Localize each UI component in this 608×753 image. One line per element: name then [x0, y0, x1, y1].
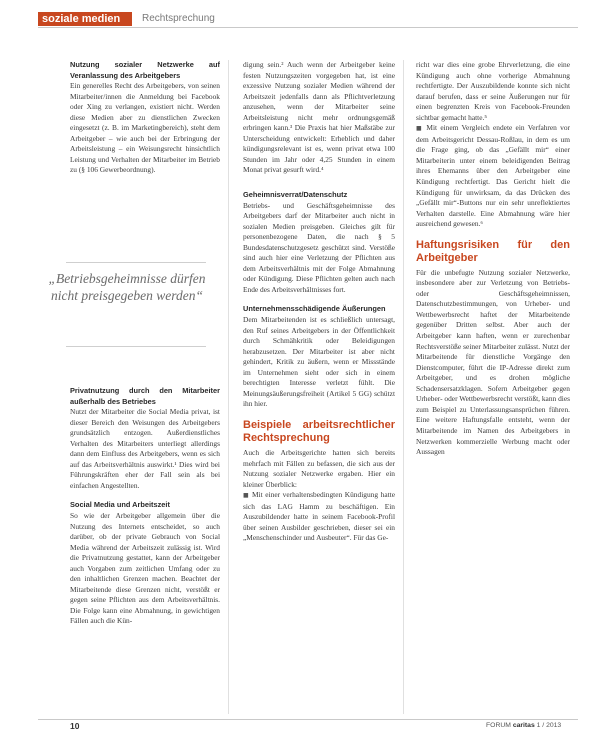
paragraph: richt war dies eine grobe Ehrverletzung, die eine Kündigung auch ohne vorherige Abmahnung rechtfertigte. Der Auszubildende konnte sich nicht darauf berufen, dass er seine Äußerungen nur für einen begrenzten Kreis von Facebook-Freunden sichtbar gemacht hatte.⁵	[416, 60, 570, 122]
magazine-prefix: FORUM	[486, 722, 511, 729]
page-number: 10	[70, 721, 80, 731]
issue-number: 1 / 2013	[536, 722, 562, 729]
footer-rule	[38, 719, 578, 720]
column-divider	[228, 60, 229, 714]
bullet-icon: ■	[416, 125, 424, 133]
magazine-name: caritas	[512, 722, 535, 729]
paragraph: Auch die Arbeitsgerichte hatten sich bereits mehrfach mit Fällen zu befassen, die sich aus der Nutzung sozialer Netzwerke ergaben. Hier ein kleiner Überblick:	[243, 447, 395, 489]
column-1	[70, 60, 220, 176]
bullet-text: Mit einem Vergleich endete ein Verfahren vor dem Arbeitsgericht Dessau-Roßlau, in dem es um die Frage ging, ob das „Gefällt mir“ einer Mitarbeiterin unter einem beleidigenden Beitrag ihres Ehemanns über den Arbeitgeber eine Kündigung rechtfertigt. Das Gericht hielt die Kündigung für unwirksam, da das Drücken des „Gefällt mir“-Buttons nur ein sehr unreflektiertes Verhalten darstelle. Eine Abmahnung wäre hier ausreichend gewesen.⁶	[416, 123, 570, 229]
heading-rechtsprechung: Beispiele arbeitsrechtlicher Rechtsprechung	[243, 418, 395, 444]
quote-rule-top	[66, 262, 206, 263]
section-subtitle: Rechtsprechung	[142, 13, 215, 24]
paragraph: digung sein.² Auch wenn der Arbeitgeber keine festen Nutzungszeiten vorgegeben hat, ist eine exzessive Nutzung sozialer Medien während der Arbeitszeit jedenfalls dann als Pflichtverletzung anzusehen, wenn der Mitarbeiter seine Arbeitsleistung nicht mehr ordnungsgemäß erbringen kann.³ Die Praxis hat hier Maßstäbe zur Unterscheidung entwickelt: Erheblich und daher kündigungsrelevant ist es, wenn privat etwa 100 Stunden im Jahr oder 4,25 Stunden in einem Monat privat gesurft wird.⁴	[243, 60, 395, 175]
quote-rule-bottom	[66, 346, 206, 347]
bullet-icon: ■	[243, 492, 250, 500]
paragraph: So wie der Arbeitgeber allgemein über die Nutzung des Internets entscheidet, so auch darüber, ob der private Gebrauch von Social Media während der Arbeitszeit zulässig ist. Wird die Privatnutzung gestattet, kann der Arbeitgeber auch Vorgaben zum zeitlichen Umfang oder zu den inhaltlichen Grenzen machen. Beachtet der Mitarbeitende diese Grenzen nicht, verstößt er gegen seine Pflichten aus dem Arbeitsverhältnis. Die Folge kann eine Abmahnung, in gewichtigen Fällen auch die Kün-	[70, 511, 220, 626]
magazine-credit	[486, 722, 561, 729]
heading-aeusserungen: Unternehmensschädigende Äußerungen	[243, 304, 386, 314]
bullet-text: Mit einer verhaltensbedingten Kündigung hatte sich das LAG Hamm zu beschäftigen. Ein Auszubildender hatte in seinem Facebook-Profil über seinen Ausbilder geschrieben, dieser sei ein „Menschenschinder und Ausbeuter“. Für das Ge-	[243, 490, 395, 543]
column-2	[243, 60, 395, 544]
paragraph: Dem Mitarbeitenden ist es schließlich untersagt, den Ruf seines Arbeitgebers in der Öffentlichkeit durch Schmähkritik oder Beleidigungen herabzusetzen. Der Mitarbeiter ist aber nicht gehindert, Kritik zu äußern, wenn er Missstände im Unternehmen sieht oder sich in einem berechtigten Interesse verletzt fühlt. Die Meinungsäußerungsfreiheit (Artikel 5 GG) schützt ihn hier.	[243, 315, 395, 409]
column-divider	[403, 60, 404, 714]
column-1-lower	[70, 386, 220, 627]
section-tag: soziale medien	[38, 12, 132, 26]
paragraph-bulleted	[243, 490, 395, 544]
paragraph-bulleted	[416, 123, 570, 229]
pull-quote: „Betriebsgeheimnisse dürfen nicht preisgegeben werden“	[48, 271, 206, 303]
paragraph: Ein generelles Recht des Arbeitgebers, von seinen Mitarbeiter/innen die Anmeldung bei Facebook oder Xing zu verlangen, existiert nicht. Werden diese Medien aber zu dienstlichen Zwecken eingesetzt (z. B. im Marketingbereich), steht dem Arbeitgeber – wie auch bei der Erbringung der Arbeitsleistung – ein Weisungsrecht hinsichtlich Leistung und Verhalten der Mitarbeiter im Betrieb zu (§ 106 Gewerbeordnung).	[70, 81, 220, 175]
heading-geheimnisverrat: Geheimnisverrat/Datenschutz	[243, 190, 348, 200]
heading-privatnutzung: Privatnutzung durch den Mitarbeiter außerhalb des Betriebes	[70, 386, 220, 406]
paragraph: Für die unbefugte Nutzung sozialer Netzwerke, insbesondere aber zur Verletzung von Betriebs- oder Geschäftsgeheimnissen, Datenschutzbestimmungen, von Urheber- und Wettbewerbsrecht haftet der Mitarbeitende gegenüber Dritten selbst. Aber auch der Arbeitgeber kann haften, wenn er zurechenbar Rechtsverstöße seiner Mitarbeiter zulässt. Nutzt der Mitarbeitende für dienstliche Vorgänge den Dienstcomputer, führt die IP-Adresse direkt zum Arbeitgeber, und es drohen mögliche Schadensersatzklagen. Sofern Arbeitgeber gegen Urheber- oder Wettbewerbsrecht verstößt, kann dies zum Beispiel zu Unterlassungsansprüchen führen. Eine weitere Haftungsfalle entsteht, wenn der Mitarbeitende im Namen des Arbeitgebers in Netzwerken kommerzielle Werbung macht oder Aussagen	[416, 267, 570, 457]
column-3	[416, 60, 570, 458]
header-rule	[38, 27, 578, 28]
heading-arbeitszeit: Social Media und Arbeitszeit	[70, 500, 170, 510]
heading-haftungsrisiken: Haftungsrisiken für den Arbeitgeber	[416, 238, 570, 264]
paragraph: Betriebs- und Geschäftsgeheimnisse des Arbeitgebers darf der Mitarbeiter auch nicht in sozialen Medien preisgeben. Gleiches gilt für personenbezogene Daten, die nach § 5 Bundesdatenschutzgesetz geschützt sind. Verstöße sind auch hier eine Verletzung der Pflichten aus dem Arbeitsverhältnis mit der Folge Abmahnung oder Kündigung. Diese Pflichten gelten auch nach Ende des Arbeitsverhältnisses fort.	[243, 200, 395, 294]
heading-nutzung: Nutzung sozialer Netzwerke auf Veranlassung des Arbeitgebers	[70, 60, 220, 80]
paragraph: Nutzt der Mitarbeiter die Social Media privat, ist dieser Bereich den Weisungen des Arbeitgebers grundsätzlich entzogen. Außerdienstliches Verhalten des Mitarbeiters unterliegt allerdings dann dem Einfluss des Arbeitgebers, wenn es sich auf das Arbeitsverhältnis auswirkt.¹ Dies wird bei Führungskräften eher der Fall sein als bei einfachen Angestellten.	[70, 407, 220, 490]
